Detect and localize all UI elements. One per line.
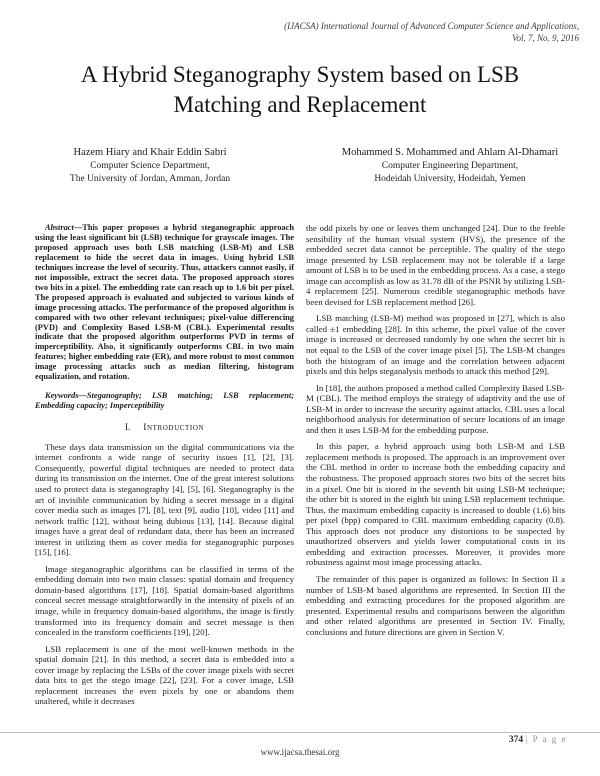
right-column bbox=[306, 223, 565, 732]
paragraph: The remainder of this paper is organized as follows: In Section II a number of LSB-M based algorithms are represented. In Section III the embedding and extracting procedures for the proposed algorithm are presented. Experimental results and comparisons between the algorithm and other related algorithms are presented in Section IV. Finally, conclusions and future directions are given in Section V. bbox=[306, 573, 565, 637]
left-column bbox=[35, 223, 294, 732]
paragraph: In [18], the authors proposed a method called Complexity Based LSB-M (CBL). The method employs the strategy of adaptivity and the use of LSB-M in order to increase the security against attacks. CBL uses a local neighborhood analysis for determination of secure locations of an image and then it uses LSB-M for the embedding purpose. bbox=[306, 382, 565, 435]
paragraph: In this paper, a hybrid approach using both LSB-M and LSB replacement methods is proposed. The approach is an improvement over the CBL method in order to increase both the embedding capacity and the robustness. The proposed approach stores two bits of the secret bits in a pixel. One bit is stored in the seventh bit using LSB-M technique; the other bit is stored in the eighth bit using LSB replacement technique. Thus, the maximum embedding capacity is increased to double (1.6) bits per pixel (bpp) compared to CBL maximum embedding capacity (0.8). This approach does not produce any distortions to be suspected by unauthorized observers and yields lower computational costs in its embedding and extraction processes. Moreover, it provides more robustness against most image processing attacks. bbox=[306, 441, 565, 568]
section-heading-introduction bbox=[35, 423, 294, 434]
journal-header bbox=[284, 21, 579, 44]
author-affiliation: The University of Jordan, Amman, Jordan bbox=[69, 173, 231, 184]
keywords bbox=[35, 391, 294, 411]
section-title: Introduction bbox=[143, 423, 205, 434]
page-number bbox=[509, 734, 567, 745]
author-names: Mohammed S. Mohammed and Ahlam Al-Dhamari bbox=[341, 147, 559, 158]
section-number: I. bbox=[124, 423, 131, 434]
keywords-label: Keywords— bbox=[45, 391, 87, 401]
author-block-left bbox=[0, 146, 300, 185]
paper-title: A Hybrid Steganography System based on LSB Matching and Replacement bbox=[80, 62, 520, 117]
paragraph: LSB matching (LSB-M) method was proposed in [27], which is also called ±1 embedding [28]. In this scheme, the pixel value of the cover image is increased or decreased randomly by one when the secret bit is not equal to the LSB of the cover image pixel [5]. The LSB-M changes both the histogram of an image and the correlation between adjacent pixels and this helps steganalysis methods to attack this method [29]. bbox=[306, 313, 565, 377]
page-number-value: 374 bbox=[508, 735, 524, 745]
paragraph-continued: the odd pixels by one or leaves them unchanged [24]. Due to the feeble sensibility of the human visual system (HVS), the presence of the embedded secret data cannot be perceptible. The quality of the stego image presented by LSB replacement may not be tolerable if a large amount of LSB is to be used in the embedding process. As a case, a stego image can accomplish as low as 31.78 dB of the PSNR by utilizing LSB-4 replacement [25]. Numerous credible steganographic methods have been devised for LSB replacement method [26]. bbox=[306, 223, 565, 307]
body-columns bbox=[35, 223, 565, 732]
paragraph: LSB replacement is one of the most well-known methods in the spatial domain [21]. In this method, a secret data is embedded into a cover image by replacing the LSBs of the cover image pixels with secret data bits to get the stego image [22], [23]. For a cover image, LSB replacement increases the even pixels by one or abandons them unaltered, while it decreases bbox=[35, 643, 294, 707]
author-block-right bbox=[300, 146, 600, 185]
paragraph: These days data transmission on the digital communications via the internet confronts a wide range of security issues [1], [2], [3]. Consequently, powerful digital techniques are needed to protect data during its transmission on the internet. One of the great interest solutions used to protect data is steganography [4], [5], [6]. Steganography is the art of invisible communication by hiding a secret message in a digital cover media such as images [7], [8], text [9], audio [10], video [11] and network traffic [12], without being dubious [13], [14]. Because digital images have a great deal of redundant data, there has been an increased interest in utilizing them as cover media for steganographic purposes [15], [16]. bbox=[35, 441, 294, 558]
author-affiliation: Hodeidah University, Hodeidah, Yemen bbox=[374, 173, 526, 184]
journal-volume: Vol. 7, No. 9, 2016 bbox=[511, 32, 579, 43]
journal-url-link[interactable]: www.ijacsa.thesai.org bbox=[260, 747, 340, 757]
paragraph: Image steganographic algorithms can be classified in terms of the embedding domain into two main classes: spatial domain and frequency domain-based algorithms [17], [18]. Spatial domain-based algorithms conceal secret message straightforwardly in the intensity of pixels of an image, while in frequency domain-based algorithms, the image is firstly transformed into its frequency domain and secret message is then concealed in the transform coefficients [19], [20]. bbox=[35, 563, 294, 638]
journal-name: (IJACSA) International Journal of Advanced Computer Science and Applications, bbox=[284, 21, 579, 31]
footer-divider bbox=[0, 732, 600, 733]
keywords-text: Steganography; LSB matching; LSB replacement; Embedding capacity; Imperceptibility bbox=[35, 391, 294, 411]
abstract bbox=[35, 223, 294, 382]
author-department: Computer Engineering Department, bbox=[381, 161, 519, 171]
author-names: Hazem Hiary and Khair Eddin Sabri bbox=[73, 147, 227, 158]
author-row bbox=[0, 146, 600, 185]
abstract-label: Abstract— bbox=[45, 223, 83, 232]
page-number-label: | P a g e bbox=[525, 734, 567, 744]
abstract-text: This paper proposes a hybrid steganographic approach using the least significant bit (LSB) technique for grayscale images. The proposed approach uses both LSB matching (LSB-M) and LSB replacement to hide the secret data in images. Using hybrid LSB techniques increase the level of security. Thus, attackers cannot easily, if not impossible, extract the secret data. The proposed approach stores two bits in a pixel. The embedding rate can reach up to 1.6 bit per pixel. The proposed approach is evaluated and subjected to various kinds of image processing attacks. The performance of the proposed algorithm is compared with two other relevant techniques; pixel-value differencing (PVD) and Complexity Based LSB-M (CBL). Experimental results indicate that the proposed algorithm outperforms PVD in terms of imperceptibility. Also, it significantly outperforms CBL in two main features; higher embedding rate (ER), and more robust to most common image processing attacks such as median filtering, histogram equalization, and rotation. bbox=[35, 223, 294, 382]
author-department: Computer Science Department, bbox=[90, 161, 210, 171]
